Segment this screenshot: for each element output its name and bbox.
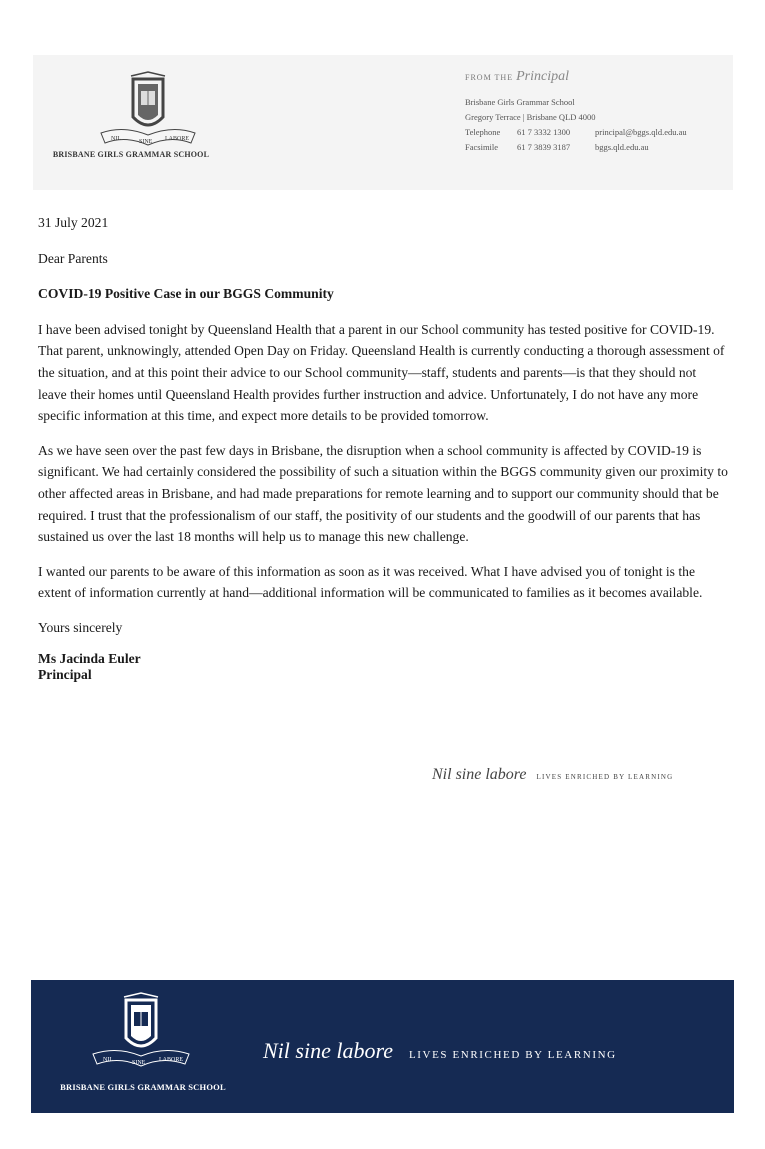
footer-school-name: BRISBANE GIRLS GRAMMAR SCHOOL bbox=[60, 1082, 226, 1092]
website: bggs.qld.edu.au bbox=[595, 142, 649, 152]
address-line-2: Gregory Terrace | Brisbane QLD 4000 bbox=[465, 112, 596, 122]
school-crest-logo bbox=[83, 71, 213, 161]
motto-tagline: LIVES ENRICHED BY LEARNING bbox=[536, 773, 674, 781]
crest-motto-right: LABORE bbox=[159, 1057, 183, 1063]
paragraph: As we have seen over the past few days in Brisbane, the disruption when a school community is affected by COVID-19 is significant. We had certainly considered the possibility of such a situation within the BGGS community given our proximity to other affected areas in Brisbane, and had made preparations for remote learning and to support our community should that be required. I trust that the professionalism of our staff, the positivity of our students and the goodwill of our parents that has sustained us over the last 18 months will help us to manage this new challenge. bbox=[38, 442, 728, 545]
from-prefix: FROM THE bbox=[465, 73, 514, 82]
signatory-title: Principal bbox=[38, 666, 92, 682]
footer-banner bbox=[31, 980, 734, 1113]
from-the-principal-block bbox=[465, 69, 687, 155]
from-title bbox=[465, 69, 687, 85]
letterhead bbox=[33, 55, 733, 190]
signatory-name: Ms Jacinda Euler bbox=[38, 650, 141, 666]
telephone-row bbox=[465, 125, 687, 140]
telephone-number: 61 7 3332 1300 bbox=[517, 127, 571, 137]
closing: Yours sincerely bbox=[38, 619, 123, 635]
paragraph: I have been advised tonight by Queensland Health that a parent in our School community has tested positive for COVID-19. That parent, unknowingly, attended Open Day on Friday. Queensland Health is currently conducting a thorough assessment of the situation, and at this point their advice to our School community—staff, students and parents—is that they should not leave their homes until Queensland Health provides further instruction and advice. Unfortunately, I do not have any more specific information at this time, and expect more details to be provided tomorrow. bbox=[38, 321, 725, 424]
letter-body bbox=[38, 212, 728, 683]
address-line-1: Brisbane Girls Grammar School bbox=[465, 97, 575, 107]
facsimile-number: 61 7 3839 3187 bbox=[517, 142, 571, 152]
motto-line bbox=[432, 766, 673, 784]
school-name: BRISBANE GIRLS GRAMMAR SCHOOL bbox=[52, 150, 210, 159]
salutation: Dear Parents bbox=[38, 250, 108, 266]
footer-motto-script: Nil sine labore bbox=[263, 1038, 393, 1063]
footer-tagline: LIVES ENRICHED BY LEARNING bbox=[408, 1049, 617, 1061]
crest-motto-center: SINE bbox=[139, 139, 153, 145]
letter-date: 31 July 2021 bbox=[38, 215, 109, 230]
email-address: principal@bggs.qld.edu.au bbox=[595, 127, 687, 137]
crest-motto-right: LABORE bbox=[165, 136, 189, 142]
facsimile-label: Facsimile bbox=[465, 142, 499, 152]
crest-motto-left: NIL bbox=[111, 136, 121, 142]
school-crest-logo bbox=[79, 992, 203, 1080]
facsimile-row bbox=[465, 140, 687, 155]
paragraph: I wanted our parents to be aware of this information as soon as it was received. What I have advised you of tonight is the extent of information currently at hand—additional information will be communicated to families as it becomes available. bbox=[38, 563, 703, 601]
letter-subject: COVID-19 Positive Case in our BGGS Community bbox=[38, 286, 334, 302]
motto-script: Nil sine labore bbox=[432, 766, 527, 783]
crest-motto-center: SINE bbox=[132, 1060, 146, 1066]
footer-motto bbox=[263, 1038, 617, 1064]
from-principal-script: Principal bbox=[516, 69, 569, 84]
telephone-label: Telephone bbox=[465, 127, 501, 137]
crest-motto-left: NIL bbox=[103, 1057, 113, 1063]
